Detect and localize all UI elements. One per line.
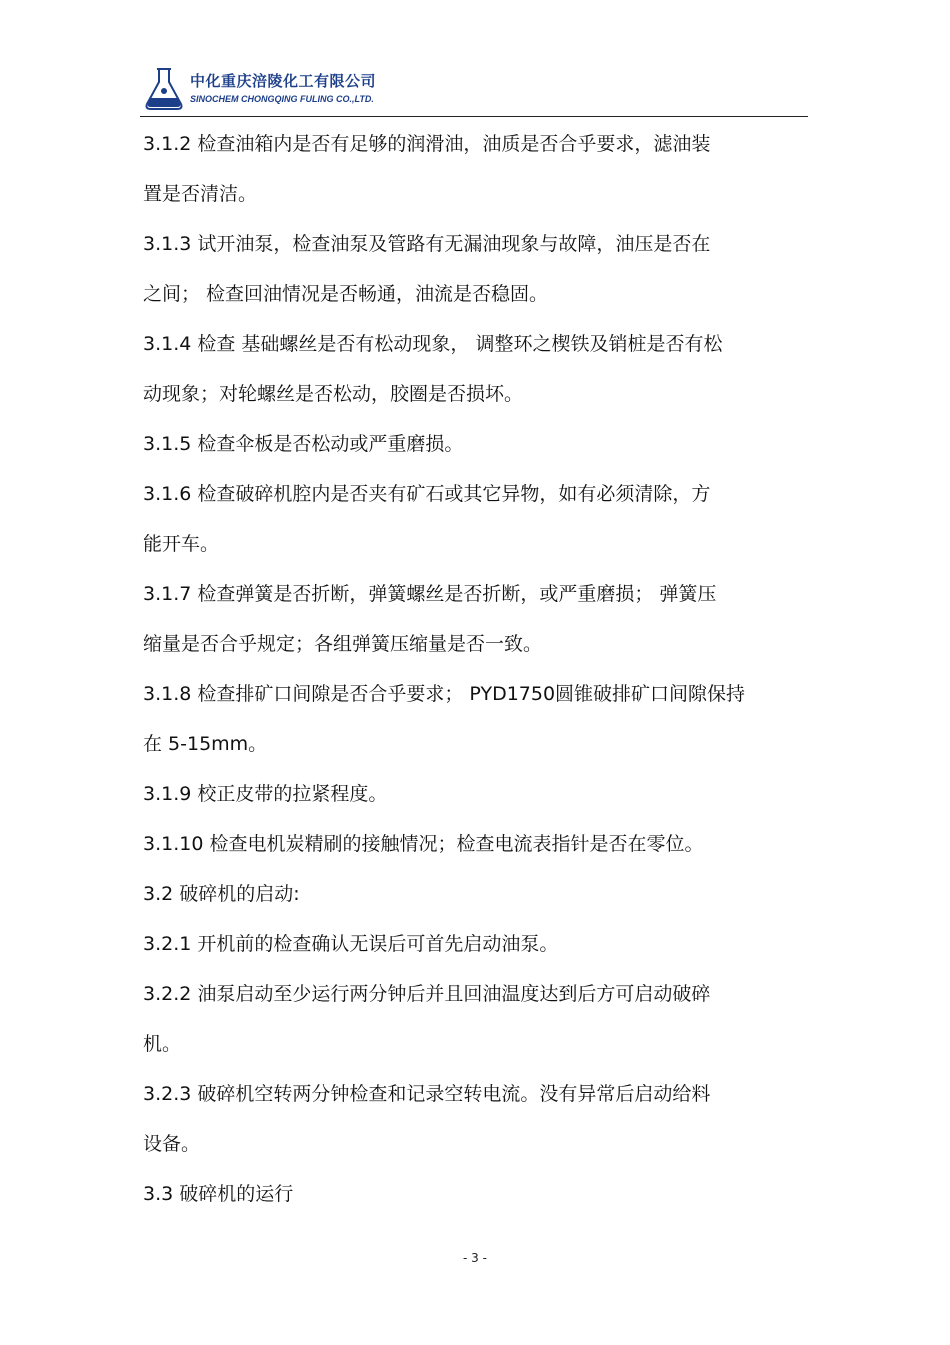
text-line: 设备。 (143, 1133, 201, 1155)
text-line: 3.2.1 开机前的检查确认无误后可首先启动油泵。 (143, 933, 559, 955)
text-line: 动现象；对轮螺丝是否松动，胶圈是否损坏。 (143, 383, 524, 405)
text-line: 3.1.7 检查弹簧是否折断，弹簧螺丝是否折断，或严重磨损； 弹簧压 (143, 583, 717, 605)
text-line: 能开车。 (143, 533, 220, 555)
section-heading: 3.3 破碎机的运行 (143, 1183, 294, 1205)
company-name-en: SINOCHEM CHONGQING FULING CO.,LTD. (190, 94, 374, 104)
document-body (143, 125, 813, 1225)
text-line: 3.1.9 校正皮带的拉紧程度。 (143, 783, 388, 805)
text-line: 缩量是否合乎规定；各组弹簧压缩量是否一致。 (143, 633, 543, 655)
flask-logo-icon (142, 66, 186, 112)
text-line: 3.1.10 检查电机炭精刷的接触情况；检查电流表指针是否在零位。 (143, 833, 704, 855)
text-line: 3.1.5 检查伞板是否松动或严重磨损。 (143, 433, 464, 455)
text-line: 3.1.8 检查排矿口间隙是否合乎要求； PYD1750圆锥破排矿口间隙保持 (143, 683, 746, 705)
text-line: 置是否清洁。 (143, 183, 258, 205)
text-line: 3.1.2 检查油箱内是否有足够的润滑油，油质是否合乎要求，滤油装 (143, 133, 711, 155)
text-line: 3.2.2 油泵启动至少运行两分钟后并且回油温度达到后方可启动破碎 (143, 983, 711, 1005)
company-name-cn: 中化重庆涪陵化工有限公司 (190, 72, 377, 90)
text-line: 3.2.3 破碎机空转两分钟检查和记录空转电流。没有异常后启动给料 (143, 1083, 711, 1105)
text-line: 机。 (143, 1033, 182, 1055)
text-line: 之间； 检查回油情况是否畅通，油流是否稳固。 (143, 283, 549, 305)
text-line: 3.1.4 检查 基础螺丝是否有松动现象， 调整环之楔铁及销桩是否有松 (143, 333, 723, 355)
text-line: 3.1.3 试开油泵，检查油泵及管路有无漏油现象与故障，油压是否在 (143, 233, 711, 255)
section-heading: 3.2 破碎机的启动: (143, 883, 300, 905)
text-line: 3.1.6 检查破碎机腔内是否夹有矿石或其它异物，如有必须清除，方 (143, 483, 711, 505)
page-number: - 3 - (463, 1251, 487, 1265)
page-header (140, 64, 808, 117)
text-line: 在 5-15mm。 (143, 733, 268, 755)
